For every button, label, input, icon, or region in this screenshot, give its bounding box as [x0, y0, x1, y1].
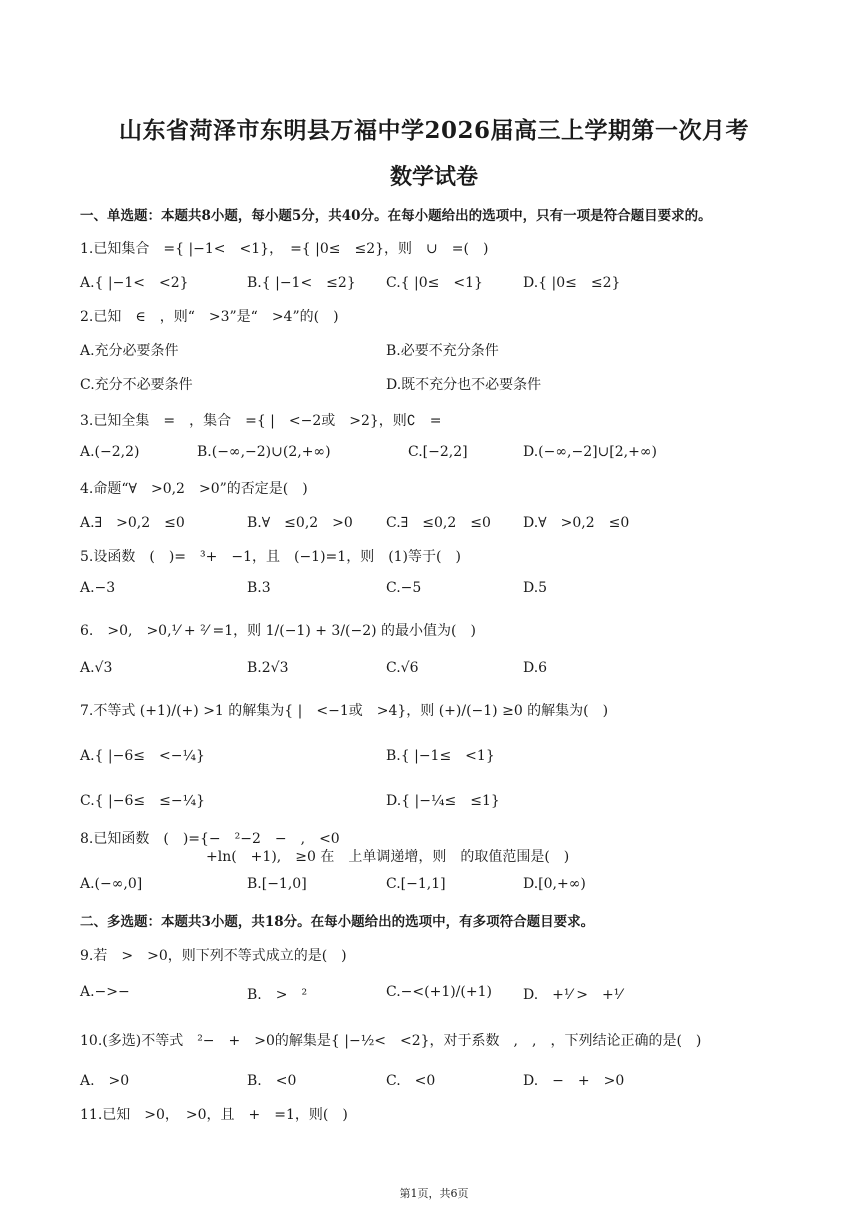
q8-option-b: B.[−1,0]	[247, 876, 307, 892]
question-8-stem-line-2: +ln( +1), ≥0 在 上单调递增，则 的取值范围是( )	[80, 849, 570, 865]
q7-option-b: B.{ |−1≤ <1}	[386, 748, 495, 764]
q3-option-b: B.(−∞,−2)∪(2,+∞)	[197, 444, 331, 460]
q5-option-c: C.−5	[386, 580, 422, 596]
question-11-stem: 11.已知 >0， >0，且 + =1，则( )	[80, 1107, 348, 1123]
q4-option-c: C.∃ ≤0,2 ≤0	[386, 515, 491, 531]
question-3-stem: 3.已知全集 = ，集合 ={ | <−2或 >2}，则∁ =	[80, 413, 442, 429]
q2-option-c: C.充分不必要条件	[80, 377, 193, 393]
q3-option-a: A.(−2,2)	[80, 444, 140, 460]
q2-option-a: A.充分必要条件	[80, 343, 179, 359]
q2-option-d: D.既不充分也不必要条件	[386, 377, 542, 393]
q8-option-c: C.[−1,1]	[386, 876, 446, 892]
question-1-stem: 1.已知集合 ={ |−1< <1}， ={ |0≤ ≤2}，则 ∪ =( )	[80, 241, 489, 257]
q9-option-c: C.−<(+1)/(+1)	[386, 984, 492, 1000]
q6-option-d: D.6	[523, 660, 548, 676]
question-10-stem: 10.(多选)不等式 ²− + >0的解集是{ |−½< <2}，对于系数 , , ，下列结论正确的是( )	[80, 1033, 702, 1049]
q7-option-c: C.{ |−6≤ ≤−¼}	[80, 793, 206, 809]
question-4-stem: 4.命题“∀ >0,2 >0”的否定是( )	[80, 481, 308, 497]
q4-option-d: D.∀ >0,2 ≤0	[523, 515, 630, 531]
question-9-stem: 9.若 > >0，则下列不等式成立的是( )	[80, 948, 347, 964]
q10-option-c: C. <0	[386, 1073, 436, 1089]
q1-option-c: C.{ |0≤ <1}	[386, 275, 483, 291]
q5-option-d: D.5	[523, 580, 548, 596]
question-2-stem: 2.已知 ∈ ，则“ >3”是“ >4”的( )	[80, 309, 339, 325]
q6-option-b: B.2√3	[247, 660, 289, 676]
q9-option-a: A.−>−	[80, 984, 130, 1000]
q1-option-b: B.{ |−1< ≤2}	[247, 275, 356, 291]
q4-option-a: A.∃ >0,2 ≤0	[80, 515, 185, 531]
q3-option-c: C.[−2,2]	[408, 444, 468, 460]
q9-option-b: B. > ²	[247, 987, 308, 1003]
q10-option-a: A. >0	[80, 1073, 130, 1089]
q9-option-d: D. +¹⁄ > +¹⁄	[523, 987, 622, 1003]
q5-option-a: A.−3	[80, 580, 116, 596]
q10-option-d: D. − + >0	[523, 1073, 625, 1089]
q5-option-b: B.3	[247, 580, 271, 596]
question-6-stem: 6. >0, >0,¹⁄ + ²⁄ =1，则 1/(−1) + 3/(−2) 的最小值为( )	[80, 623, 476, 639]
question-5-stem: 5.设函数 ( )= ³+ −1，且 (−1)=1，则 (1)等于( )	[80, 549, 461, 565]
q8-option-d: D.[0,+∞)	[523, 876, 586, 892]
section-2-heading: 二、多选题：本题共3小题，共18分。在每小题给出的选项中，有多项符合题目要求。	[80, 914, 595, 930]
section-1-heading: 一、单选题：本题共8小题，每小题5分，共40分。在每小题给出的选项中，只有一项是符合题目要求的。	[80, 208, 712, 224]
q6-option-c: C.√6	[386, 660, 419, 676]
exam-title: 山东省菏泽市东明县万福中学2026届高三上学期第一次月考	[118, 117, 749, 144]
page-footer: 第1页，共6页	[399, 1187, 469, 1200]
q7-option-d: D.{ |−¼≤ ≤1}	[386, 793, 500, 809]
q1-option-a: A.{ |−1< <2}	[80, 275, 189, 291]
q4-option-b: B.∀ ≤0,2 >0	[247, 515, 353, 531]
question-8-stem-line-1: 8.已知函数 ( )={− ²−2 − , <0	[80, 831, 340, 847]
question-7-stem: 7.不等式 (+1)/(+) >1 的解集为{ | <−1或 >4}，则 (+)/(−1) ≥0 的解集为( )	[80, 703, 609, 719]
q8-option-a: A.(−∞,0]	[80, 876, 143, 892]
q3-option-d: D.(−∞,−2]∪[2,+∞)	[523, 444, 657, 460]
q10-option-b: B. <0	[247, 1073, 297, 1089]
exam-subtitle: 数学试卷	[389, 164, 478, 190]
q6-option-a: A.√3	[80, 660, 113, 676]
q7-option-a: A.{ |−6≤ <−¼}	[80, 748, 205, 764]
q2-option-b: B.必要不充分条件	[386, 343, 499, 359]
q1-option-d: D.{ |0≤ ≤2}	[523, 275, 621, 291]
